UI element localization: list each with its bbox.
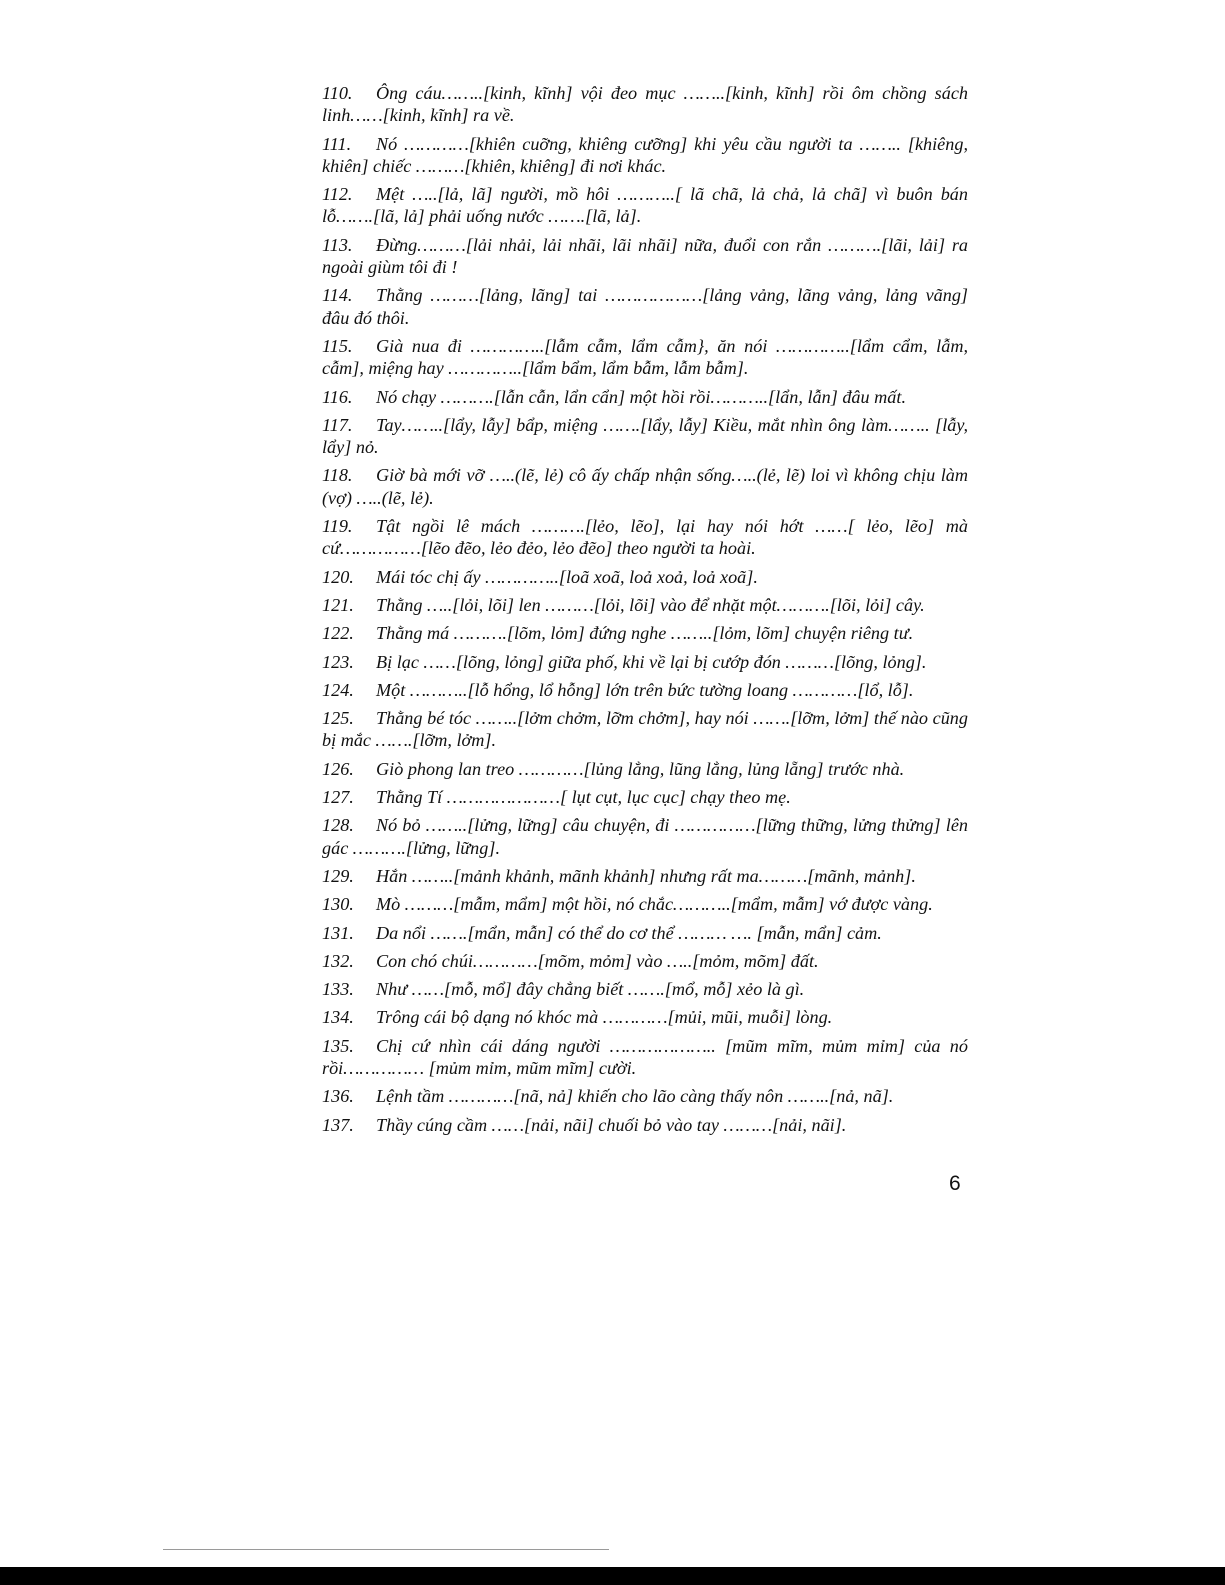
item-number: 116. bbox=[322, 386, 353, 407]
exercise-item bbox=[322, 1035, 968, 1080]
exercise-item bbox=[322, 865, 968, 887]
exercise-item bbox=[322, 922, 968, 944]
exercise-item bbox=[322, 464, 968, 509]
page-number: 6 bbox=[949, 1172, 961, 1195]
exercise-item bbox=[322, 284, 968, 329]
item-number: 120. bbox=[322, 566, 354, 587]
item-number: 131. bbox=[322, 922, 354, 943]
item-text: Một ………..[lỗ hổng, lổ hỗng] lớn trên bức tường loang …………[lổ, lỗ]. bbox=[376, 679, 914, 700]
exercise-item bbox=[322, 183, 968, 228]
item-number: 133. bbox=[322, 979, 354, 1000]
item-text: Bị lạc ……[lõng, lỏng] giữa phố, khi về lại bị cướp đón ………[lõng, lỏng]. bbox=[376, 651, 927, 672]
item-number: 119. bbox=[322, 516, 353, 537]
exercise-item bbox=[322, 950, 968, 972]
item-text: Đừng………[lải nhải, lải nhãi, lãi nhãi] nữa, đuổi con rắn ……….[lãi, lải] ra ngoài giùm tôi đi ! bbox=[322, 234, 968, 278]
item-number: 124. bbox=[322, 679, 354, 700]
item-number: 117. bbox=[322, 414, 353, 435]
exercise-item bbox=[322, 651, 968, 673]
exercise-item bbox=[322, 679, 968, 701]
item-text: Hắn ……..[mảnh khảnh, mãnh khảnh] nhưng rất ma………[mãnh, mảnh]. bbox=[376, 865, 916, 886]
item-text: Trông cái bộ dạng nó khóc mà …………[mủi, mũi, muỗi] lòng. bbox=[376, 1007, 833, 1028]
exercise-item bbox=[322, 622, 968, 644]
item-number: 137. bbox=[322, 1114, 354, 1135]
item-text: Nó …………[khiên cuỡng, khiêng cưỡng] khi yêu cầu người ta …….. [khiêng, khiên] chiếc ………[khiên, khiêng] đi nơi khác. bbox=[322, 133, 968, 176]
item-text: Mò ………[mẫm, mẩm] một hồi, nó chắc………..[mẩm, mẫm] vớ được vàng. bbox=[376, 894, 933, 915]
item-number: 130. bbox=[322, 894, 354, 915]
item-text: Thằng bé tóc ……..[lởm chởm, lỡm chởm], hay nói …….[lỡm, lởm] thế nào cũng bị mắc …….[lỡm, lởm]. bbox=[322, 708, 968, 751]
exercise-item bbox=[322, 758, 968, 780]
exercise-item bbox=[322, 234, 968, 279]
exercise-item bbox=[322, 1085, 968, 1107]
exercise-item bbox=[322, 786, 968, 808]
item-number: 136. bbox=[322, 1086, 354, 1107]
item-number: 115. bbox=[322, 335, 353, 356]
exercise-item bbox=[322, 515, 968, 560]
item-text: Già nua đi …………..[lẫm cẫm, lẩm cẫm}, ăn nói …………..[lẩm cẩm, lẫm, cẫm], miệng hay …………..[lẩm bẩm, lẩm bẫm, lẫm bẫm]. bbox=[322, 335, 968, 379]
item-text: Nó bỏ ……..[lửng, lững] câu chuyện, đi ……………[lững thững, lửng thửng] lên gác ……….[lửng, lững]. bbox=[322, 815, 968, 858]
exercise-item bbox=[322, 893, 968, 915]
item-number: 127. bbox=[322, 787, 354, 808]
exercise-item bbox=[322, 335, 968, 380]
exercise-item bbox=[322, 1006, 968, 1028]
item-number: 110. bbox=[322, 83, 353, 103]
item-number: 114. bbox=[322, 285, 353, 306]
item-text: Thằng …..[lỏi, lõi] len ………[lỏi, lõi] vào để nhặt một……….[lõi, lỏi] cây. bbox=[376, 594, 925, 615]
item-text: Mái tóc chị ấy …………..[loã xoã, loả xoả, loả xoã]. bbox=[376, 566, 758, 587]
exercise-item bbox=[322, 1114, 968, 1136]
item-text: Thằng ………[lảng, lãng] tai ………………[lảng vảng, lãng vảng, lảng vãng] đâu đó thôi. bbox=[322, 285, 968, 328]
exercise-item bbox=[322, 594, 968, 616]
item-number: 132. bbox=[322, 950, 354, 971]
item-number: 125. bbox=[322, 708, 354, 729]
item-number: 126. bbox=[322, 758, 354, 779]
item-text: Con chó chúi…………[mõm, mỏm] vào …..[mỏm, mõm] đất. bbox=[376, 950, 819, 971]
item-text: Ông cáu……..[kinh, kĩnh] vội đeo mục ……..[kinh, kĩnh] rồi ôm chồng sách linh……[kinh, kĩnh] ra về. bbox=[322, 83, 968, 126]
item-number: 112. bbox=[322, 184, 353, 205]
item-text: Mệt …..[lả, lã] người, mồ hôi ………..[ lã chã, lả chả, lả chã] vì buôn bán lỗ…….[lã, lả] phải uống nước …….[lã, lả]. bbox=[322, 184, 968, 227]
exercise-item bbox=[322, 414, 968, 459]
exercise-item bbox=[322, 386, 968, 408]
item-text: Da nổi …….[mẩn, mẫn] có thể do cơ thể ……… …. [mẫn, mẩn] cảm. bbox=[376, 922, 882, 943]
item-text: Thằng Tí …………………[ lụt cụt, lục cục] chạy theo mẹ. bbox=[376, 787, 791, 808]
item-number: 113. bbox=[322, 234, 353, 255]
item-number: 121. bbox=[322, 594, 354, 615]
item-number: 129. bbox=[322, 865, 354, 886]
item-text: Tật ngồi lê mách ……….[lẻo, lẽo], lại hay nói hớt ……[ lẻo, lẽo] mà cứ……………[lẽo đẽo, lẻo đẻo, lẻo đẽo] theo người ta hoài. bbox=[322, 516, 968, 559]
item-number: 135. bbox=[322, 1035, 354, 1056]
item-number: 128. bbox=[322, 815, 354, 836]
exercise-item bbox=[322, 566, 968, 588]
exercise-item bbox=[322, 707, 968, 752]
item-text: Nó chạy ……….[lẫn cẫn, lẩn cẩn] một hồi rồi………..[lẩn, lẫn] đâu mất. bbox=[376, 386, 906, 407]
item-text: Giò phong lan treo …………[lủng lẳng, lũng lẳng, lủng lẵng] trước nhà. bbox=[376, 758, 905, 779]
item-number: 118. bbox=[322, 465, 353, 486]
item-text: Tay……..[lẩy, lẫy] bẩp, miệng …….[lẩy, lẫy] Kiều, mắt nhìn ông làm…….. [lẫy, lẩy] nỏ. bbox=[322, 414, 968, 458]
footnote-divider bbox=[163, 1549, 609, 1550]
exercise-item bbox=[322, 82, 968, 127]
item-number: 111. bbox=[322, 133, 352, 154]
item-text: Như ……[mỗ, mổ] đây chẳng biết …….[mổ, mỗ] xẻo là gì. bbox=[376, 979, 805, 1000]
exercise-item bbox=[322, 978, 968, 1000]
item-number: 134. bbox=[322, 1007, 354, 1028]
exercise-list bbox=[322, 82, 968, 1142]
item-text: Lệnh tầm …………[nã, nả] khiến cho lão càng thấy nôn ……..[nả, nã]. bbox=[376, 1086, 894, 1107]
bottom-edge-bar bbox=[0, 1567, 1225, 1585]
item-text: Chị cứ nhìn cái dáng người ……………….. [mũm mĩm, mủm mỉm] của nó rồi…………… [mủm mỉm, mũm mĩm] cười. bbox=[322, 1035, 968, 1078]
item-number: 122. bbox=[322, 623, 354, 644]
exercise-item bbox=[322, 814, 968, 859]
item-number: 123. bbox=[322, 651, 354, 672]
item-text: Giờ bà mới vỡ …..(lẽ, lẻ) cô ấy chấp nhận sống…..(lẻ, lẽ) loi vì không chịu làm (vợ) …..(lẽ, lẻ). bbox=[322, 465, 968, 508]
exercise-item bbox=[322, 133, 968, 178]
item-text: Thầy cúng cầm ……[nải, nãi] chuối bỏ vào tay ………[nải, nãi]. bbox=[376, 1114, 847, 1135]
item-text: Thằng má ……….[lõm, lỏm] đứng nghe ……..[lỏm, lõm] chuyện riêng tư. bbox=[376, 623, 914, 644]
